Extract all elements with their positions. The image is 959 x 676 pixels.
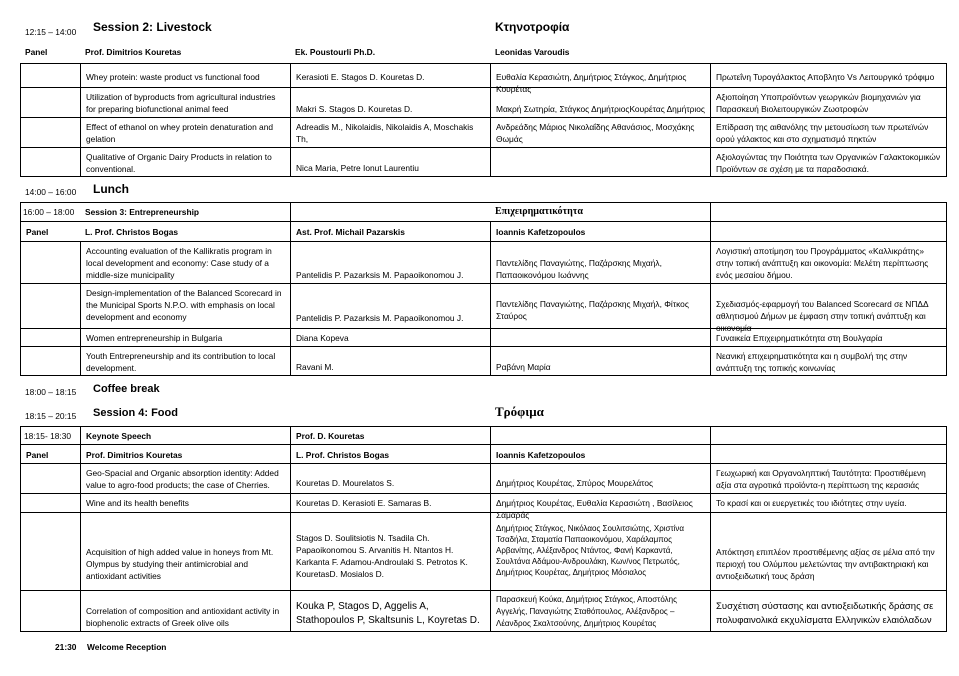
- lunch-title: Lunch: [93, 182, 129, 196]
- session3-header: [20, 202, 947, 221]
- panel-label: Panel: [20, 444, 80, 463]
- keynote-row: [20, 426, 947, 444]
- panel-row: [20, 444, 947, 463]
- panel-member: Ioannis Kafetzopoulos: [490, 221, 710, 241]
- lunch-row: [20, 181, 947, 199]
- panel-member: Ast. Prof. Michail Pazarskis: [290, 221, 490, 241]
- table-row: Utilization of byproducts from agricultural industries for preparing biofunctional animal feed Makri S. Stagos D. Kouretas D. Μακρή Σωτηρία, Στάγκος ΔημήτριοςΚουρέτας Δημήτριος Αξιοποίηση Υποπροϊόντων γεωργικών βιομηχανιών για Παρασκευή Βιολειτουργικών Ζωοτροφών: [20, 87, 947, 117]
- panel-member: L. Prof. Christos Bogas: [290, 444, 490, 463]
- session-time: 18:15 – 20:15: [25, 411, 77, 421]
- coffee-time: 18:00 – 18:15: [25, 387, 77, 397]
- table-row: Geo-Spacial and Organic absorption identity: Added value to agro-food products; the case of Cherries. Kouretas D. Mourelatos S. Δημήτριος Κουρέτας, Σπύρος Μουρελάτος Γεωχωρική και Οργανοληπτική Ταυτότητα: Προστιθέμενη αξία στα αγροτικά προϊόντα-η περίπτωση της κερασιάς: [20, 463, 947, 493]
- session-title-greek: Επιχειρηματικότητα: [490, 202, 710, 221]
- keynote-label: Keynote Speech: [80, 426, 290, 444]
- panel-member: Leonidas Varoudis: [495, 47, 570, 57]
- table-row: Design-implementation of the Balanced Scorecard in the Municipal Sports N.P.O. with emphasis on local development and economy Pantelidis P. Pazarksis M. Papaoikonomou J. Παντελίδης Παναγιώτης, Παζάρσκης Μιχαήλ, Φίτκος Σταύρος Σχεδιασμός-εφαρμογή του Balanced Scorecard σε ΝΠΔΔ αθλητισμού Δήμων με έμφαση στην τοπική ανάπτυξη και οικονομία: [20, 283, 947, 328]
- session-title-greek: Κτηνοτροφία: [495, 20, 570, 34]
- table-row: Women entrepreneurship in Bulgaria Diana Kopeva Γυναικεία Επιχειρηματικότητα στη Βουλγαρία: [20, 328, 947, 346]
- panel-member: Prof. Dimitrios Kouretas: [85, 47, 182, 57]
- coffee-title: Coffee break: [93, 383, 160, 395]
- table-row: Wine and its health benefits Kouretas D. Kerasioti E. Samaras B. Δημήτριος Κουρέτας, Ευθαλία Κερασιώτη , Βασίλειος Σαμαράς Το κρασί και οι ευεργετικές του ιδιότητες στην υγεία.: [20, 493, 947, 512]
- panel-member: Ek. Poustourli Ph.D.: [295, 47, 376, 57]
- keynote-time: 18:15- 18:30: [20, 426, 80, 444]
- panel-label: Panel: [25, 47, 48, 57]
- reception-row: [20, 638, 947, 656]
- table-row: Whey protein: waste product vs functional food Kerasioti E. Stagos D. Kouretas D. Ευθαλία Κερασιώτη, Δημήτριος Στάγκος, Δημήτριος Κουρέτας Πρωτεΐνη Τυρογάλακτος Αποβλητο Vs Λειτουργικό τρόφιμο: [20, 63, 947, 87]
- lunch-time: 14:00 – 16:00: [25, 187, 77, 197]
- session-title: Session 4: Food: [93, 407, 178, 419]
- panel-member: Ioannis Kafetzopoulos: [490, 444, 710, 463]
- table-row: Youth Entrepreneurship and its contribution to local development. Ravani M. Ραβάνη Μαρία Νεανική επιχειρηματικότητα και η συμβολή της στην ανάπτυξη της τοπικής κοινωνίας: [20, 346, 947, 376]
- session2-header: [20, 19, 947, 41]
- panel-member: L. Prof. Christos Bogas: [80, 221, 290, 241]
- table-row: Accounting evaluation of the Kallikratis program in local development and economy: Case study of a middle-size municipality Pantelidis P. Pazarksis M. Papaoikonomou J. Παντελίδης Παναγιώτης, Παζάρσκης Μιχαήλ, Παπαοικονόμου Ιωάννης Λογιστική αποτίμηση του Προγράμματος «Καλλικράτης» στην τοπική ανάπτυξη και οικονομία: Μελέτη περίπτωσης ενός μεσαίου δήμου.: [20, 241, 947, 283]
- panel-label: Panel: [20, 221, 80, 241]
- session-title: Session 3: Entrepreneurship: [82, 202, 290, 221]
- table-row: Correlation of composition and antioxidant activity in biophenolic extracts of Greek olive oils Kouka P, Stagos D, Aggelis A, Stathopoulos P, Skaltsunis L, Koyretas D. Παρασκευή Κούκα, Δημήτριος Στάγκος, Αποστόλης Αγγελής, Παναγιώτης Σταθόπουλος, Αλέξανδρος – Λέανδρος Σκαλτσούνης, Δημήτριος Κουρέτας Συσχέτιση σύστασης και αντιοξειδωτικής δράσης σε πολυφαινολικά εκχυλίσματα Ελληνικών ελαιόλαδων: [20, 590, 947, 632]
- table-row: Qualitative of Organic Dairy Products in relation to conventional. Nica Maria, Petre Ionut Laurentiu Αξιολογώντας την Ποιότητα των Οργανικών Γαλακτοκομικών Προϊόντων σε σχέση με τα παραδοσιακά.: [20, 147, 947, 177]
- session-time: 12:15 – 14:00: [25, 27, 77, 37]
- panel-member: Prof. Dimitrios Kouretas: [80, 444, 290, 463]
- session-time: 16:00 – 18:00: [20, 202, 82, 221]
- session-title: Session 2: Livestock: [93, 20, 212, 34]
- reception-time: 21:30: [55, 642, 77, 652]
- keynote-speaker: Prof. D. Kouretas: [290, 426, 490, 444]
- table-row: Acquisition of high added value in honeys from Mt. Olympus by studying their antimicrobial and antioxidant activities Stagos D. Soulitsiotis N. Tsadila Ch. Papaoikonomou S. Arvanitis H. Ntantos H. Karkanta F. Adamou-Androulaki S. Petrotos K. KouretasD. Mosialos D. Δημήτριος Στάγκος, Νικόλαος Σουλιτσιώτης, Χριστίνα Τσαδήλα, Σταματία Παπαοικονόμου, Χαράλαμπος Αρβανίτης, Αλέξανδρος Ντάντος, Φανή Καρκαντά, Σουλτάνα Αδάμου-Ανδρουλάκη, Κων/νος Πετρωτός, Δημήτριος Κουρέτας, Δημήτριος Μόσιαλος Απόκτηση επιπλέον προστιθέμενης αξίας σε μέλια από την περιοχή του Ολύμπου μελετώντας την αντιβακτηριακή και αντιοξειδωτική τους δράση: [20, 512, 947, 590]
- panel-row: [20, 41, 947, 63]
- coffee-row: [20, 381, 947, 401]
- reception-title: Welcome Reception: [87, 642, 167, 652]
- session4-header: [20, 404, 947, 426]
- table-row: Effect of ethanol on whey protein denaturation and gelation Adreadis M., Nikolaidis, Nikolaidis A, Moschakis Th, Ανδρεάδης Μάριος Νικολαΐδης Αθανάσιος, Μοσχάκης Θωμάς Επίδραση της αιθανόλης την μετουσίωση των πρωτεϊνών ορού γάλακτος και στο σχηματισμό πηκτών: [20, 117, 947, 147]
- panel-row: [20, 221, 947, 241]
- session-title-greek: Τρόφιμα: [495, 404, 544, 419]
